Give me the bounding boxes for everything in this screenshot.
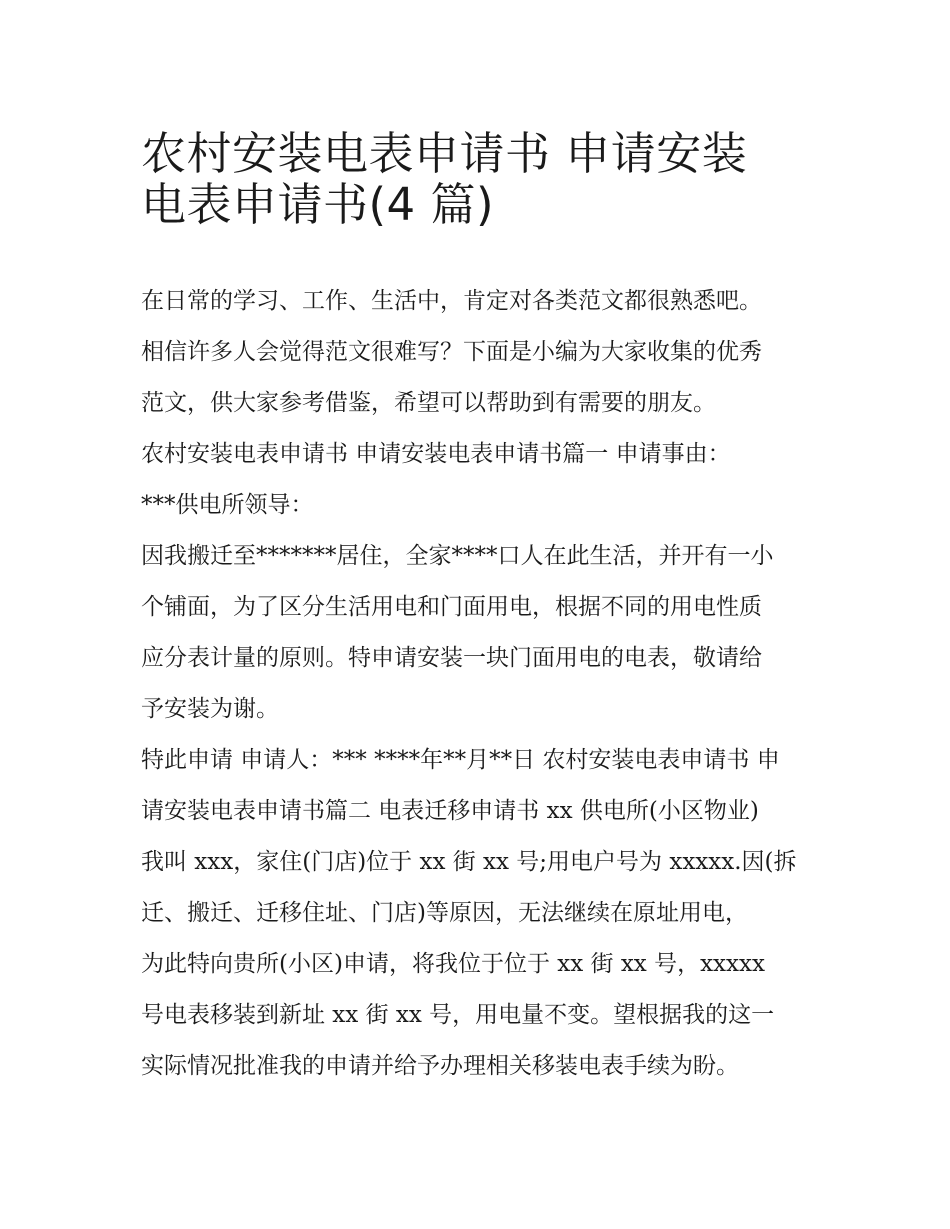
body-line: ***供电所领导： — [141, 492, 314, 518]
body-line: 予安装为谢。 — [141, 696, 279, 722]
body-line: 号电表移装到新址 xx 街 xx 号，用电量不变。望根据我的这一 — [141, 1002, 775, 1028]
title-line: 农村安装电表申请书 申请安装 — [141, 127, 748, 180]
body-line: 我叫 xxx，家住(门店)位于 xx 街 xx 号;用电户号为 xxxxx.因(拆 — [141, 849, 797, 875]
body-line: 迁、搬迁、迁移住址、门店)等原因，无法继续在原址用电， — [141, 900, 748, 926]
body-line: 实际情况批准我的申请并给予办理相关移装电表手续为盼。 — [141, 1053, 739, 1079]
body-line: 在日常的学习、工作、生活中，肯定对各类范文都很熟悉吧。 — [141, 288, 762, 314]
body-line: 特此申请 申请人：*** ****年**月**日 农村安装电表申请书 申 — [141, 747, 780, 773]
body-line: 因我搬迁至*******居住，全家****口人在此生活，并开有一小 — [141, 543, 774, 569]
body-line: 请安装电表申请书篇二 电表迁移申请书 xx 供电所(小区物业) — [141, 798, 759, 824]
body-line: 个铺面，为了区分生活用电和门面用电，根据不同的用电性质 — [141, 594, 762, 620]
title-line: 电表申请书(4 篇) — [141, 178, 495, 231]
body-line: 相信许多人会觉得范文很难写？下面是小编为大家收集的优秀 — [141, 339, 762, 365]
body-line: 范文，供大家参考借鉴，希望可以帮助到有需要的朋友。 — [141, 390, 716, 416]
body-line: 农村安装电表申请书 申请安装电表申请书篇一 申请事由： — [141, 441, 731, 467]
body-line: 应分表计量的原则。特申请安装一块门面用电的电表，敬请给 — [141, 645, 762, 671]
document-body — [141, 276, 831, 1092]
document-title — [141, 118, 831, 231]
body-line: 为此特向贵所(小区)申请，将我位于位于 xx 街 xx 号，xxxxx — [141, 951, 765, 977]
